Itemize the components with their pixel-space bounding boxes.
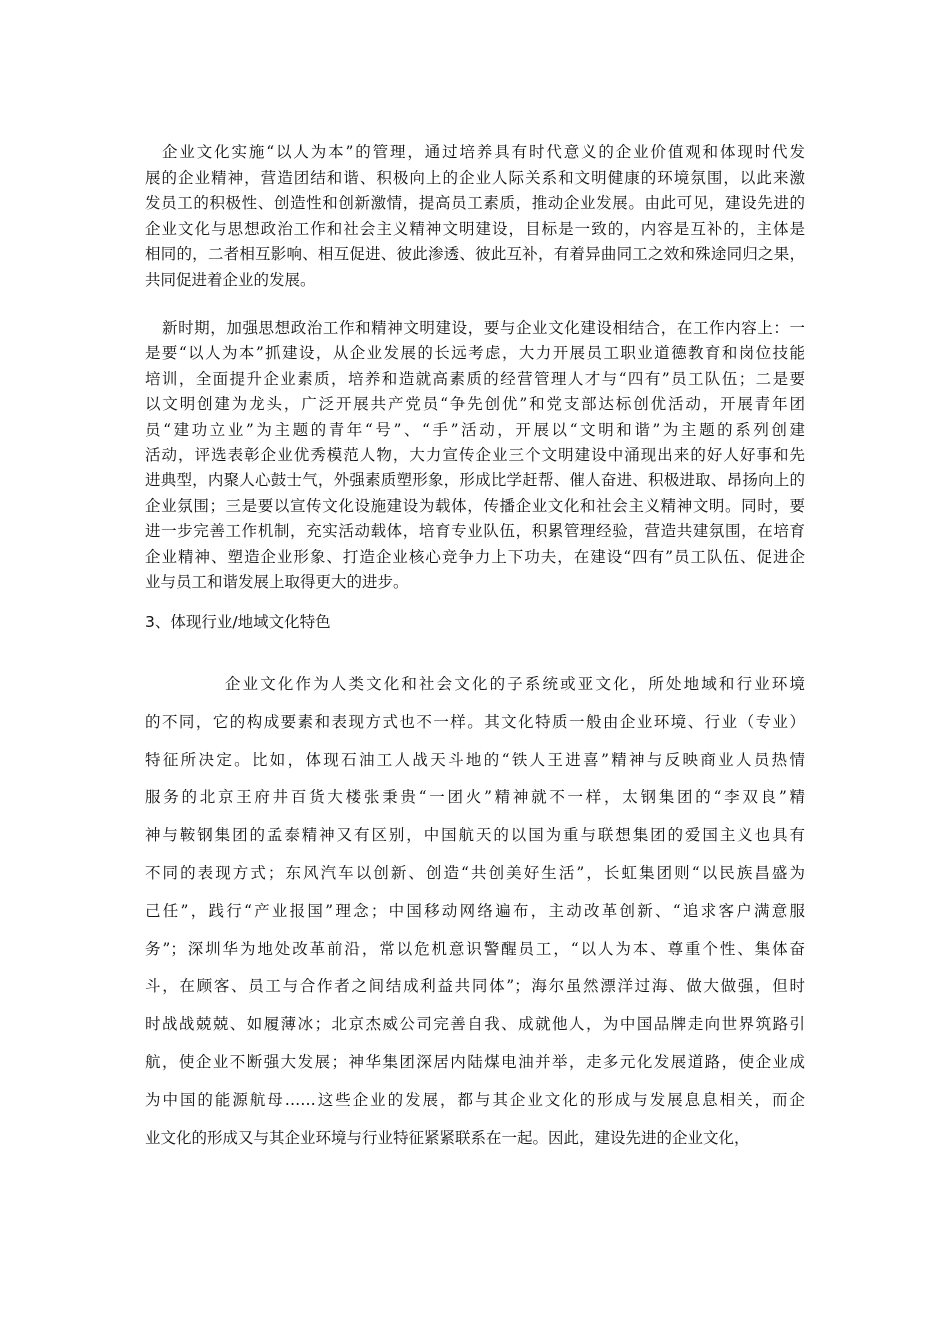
text-line: 业文化的形成又与其企业环境与行业特征紧紧联系在一起。因此，建设先进的企业文化，: [145, 1128, 750, 1147]
text-line: 展的企业精神，营造团结和谐、积极向上的企业人际关系和文明健康的环境氛围，以此来激: [145, 168, 805, 187]
text-line: 相同的，二者相互影响、相互促进、彼此渗透、彼此互补，有着异曲同工之效和殊途同归之果，: [145, 245, 805, 263]
text-line: 共同促进着企业的发展。: [145, 270, 316, 289]
section-heading: 3、体现行业/地域文化特色: [145, 613, 331, 631]
text-line: 进典型，内聚人心鼓士气，外强素质塑形象，形成比学赶帮、催人奋进、积极进取、昂扬向上的: [145, 471, 805, 490]
text-line: 企业文化实施“以人为本”的管理，通过培养具有时代意义的企业价值观和体现时代发: [162, 143, 805, 161]
text-line: 航，使企业不断强大发展；神华集团深居内陆煤电油并举，走多元化发展道路，使企业成: [145, 1052, 805, 1071]
text-line: 企业氛围；三是要以宣传文化设施建设为载体，传播企业文化和社会主义精神文明。同时，要: [145, 496, 805, 515]
text-line: 发员工的积极性、创造性和创新激情，提高员工素质，推动企业发展。由此可见，建设先进的: [145, 194, 805, 212]
text-line: 培训，全面提升企业素质，培养和造就高素质的经营管理人才与“四有”员工队伍；二是要: [145, 369, 805, 388]
text-line: 务”；深圳华为地处改革前沿，常以危机意识警醒员工，“以人为本、尊重个性、集体奋: [145, 939, 805, 958]
text-line: 进一步完善工作机制，充实活动载体，培育专业队伍，积累管理经验，营造共建氛围，在培育: [145, 522, 805, 541]
paragraph-3: [145, 666, 805, 1157]
text-line: 活动，评选表彰企业优秀模范人物，大力宣传企业三个文明建设中涌现出来的好人好事和先: [145, 445, 805, 464]
text-line: 是要“以人为本”抓建设，从企业发展的长远考虑，大力开展员工职业道德教育和岗位技能: [145, 344, 805, 363]
text-line: 服务的北京王府井百货大楼张秉贵“一团火”精神就不一样，太钢集团的“李双良”精: [145, 788, 805, 807]
text-line: 为中国的能源航母……这些企业的发展，都与其企业文化的形成与发展息息相关，而企: [145, 1090, 805, 1109]
text-line: 员“建功立业”为主题的青年“号”、“手”活动，开展以“文明和谐”为主题的系列创建: [145, 420, 805, 439]
text-line: 不同的表现方式；东风汽车以创新、创造“共创美好生活”，长虹集团则“以民族昌盛为: [145, 863, 805, 882]
text-line: 的不同，它的构成要素和表现方式也不一样。其文化特质一般由企业环境、行业（专业）: [145, 712, 805, 731]
text-line: 己任”，践行“产业报国”理念；中国移动网络遍布，主动改革创新、“追求客户满意服: [145, 901, 805, 920]
text-line: 企业文化作为人类文化和社会文化的子系统或亚文化，所处地域和行业环境: [225, 675, 805, 693]
text-line: 特征所决定。比如，体现石油工人战天斗地的“铁人王进喜”精神与反映商业人员热情: [145, 750, 805, 769]
paragraph-2: [145, 316, 805, 595]
text-line: 时战战兢兢、如履薄冰；北京杰威公司完善自我、成就他人，为中国品牌走向世界筑路引: [145, 1015, 805, 1034]
text-line: 业与员工和谐发展上取得更大的进步。: [145, 572, 409, 591]
text-line: 神与鞍钢集团的孟泰精神又有区别，中国航天的以国为重与联想集团的爱国主义也具有: [145, 826, 805, 845]
text-line: 新时期，加强思想政治工作和精神文明建设，要与企业文化建设相结合，在工作内容上：一: [162, 319, 805, 337]
text-line: 企业文化与思想政治工作和社会主义精神文明建设，目标是一致的，内容是互补的，主体是: [145, 219, 805, 238]
text-line: 以文明创建为龙头，广泛开展共产党员“争先创优”和党支部达标创优活动，开展青年团: [145, 395, 805, 414]
text-line: 斗，在顾客、员工与合作者之间结成利益共同体”；海尔虽然漂洋过海、做大做强，但时: [145, 977, 805, 996]
paragraph-1: [145, 140, 805, 293]
text-line: 企业精神、塑造企业形象、打造企业核心竞争力上下功夫，在建设“四有”员工队伍、促进企: [145, 547, 805, 566]
